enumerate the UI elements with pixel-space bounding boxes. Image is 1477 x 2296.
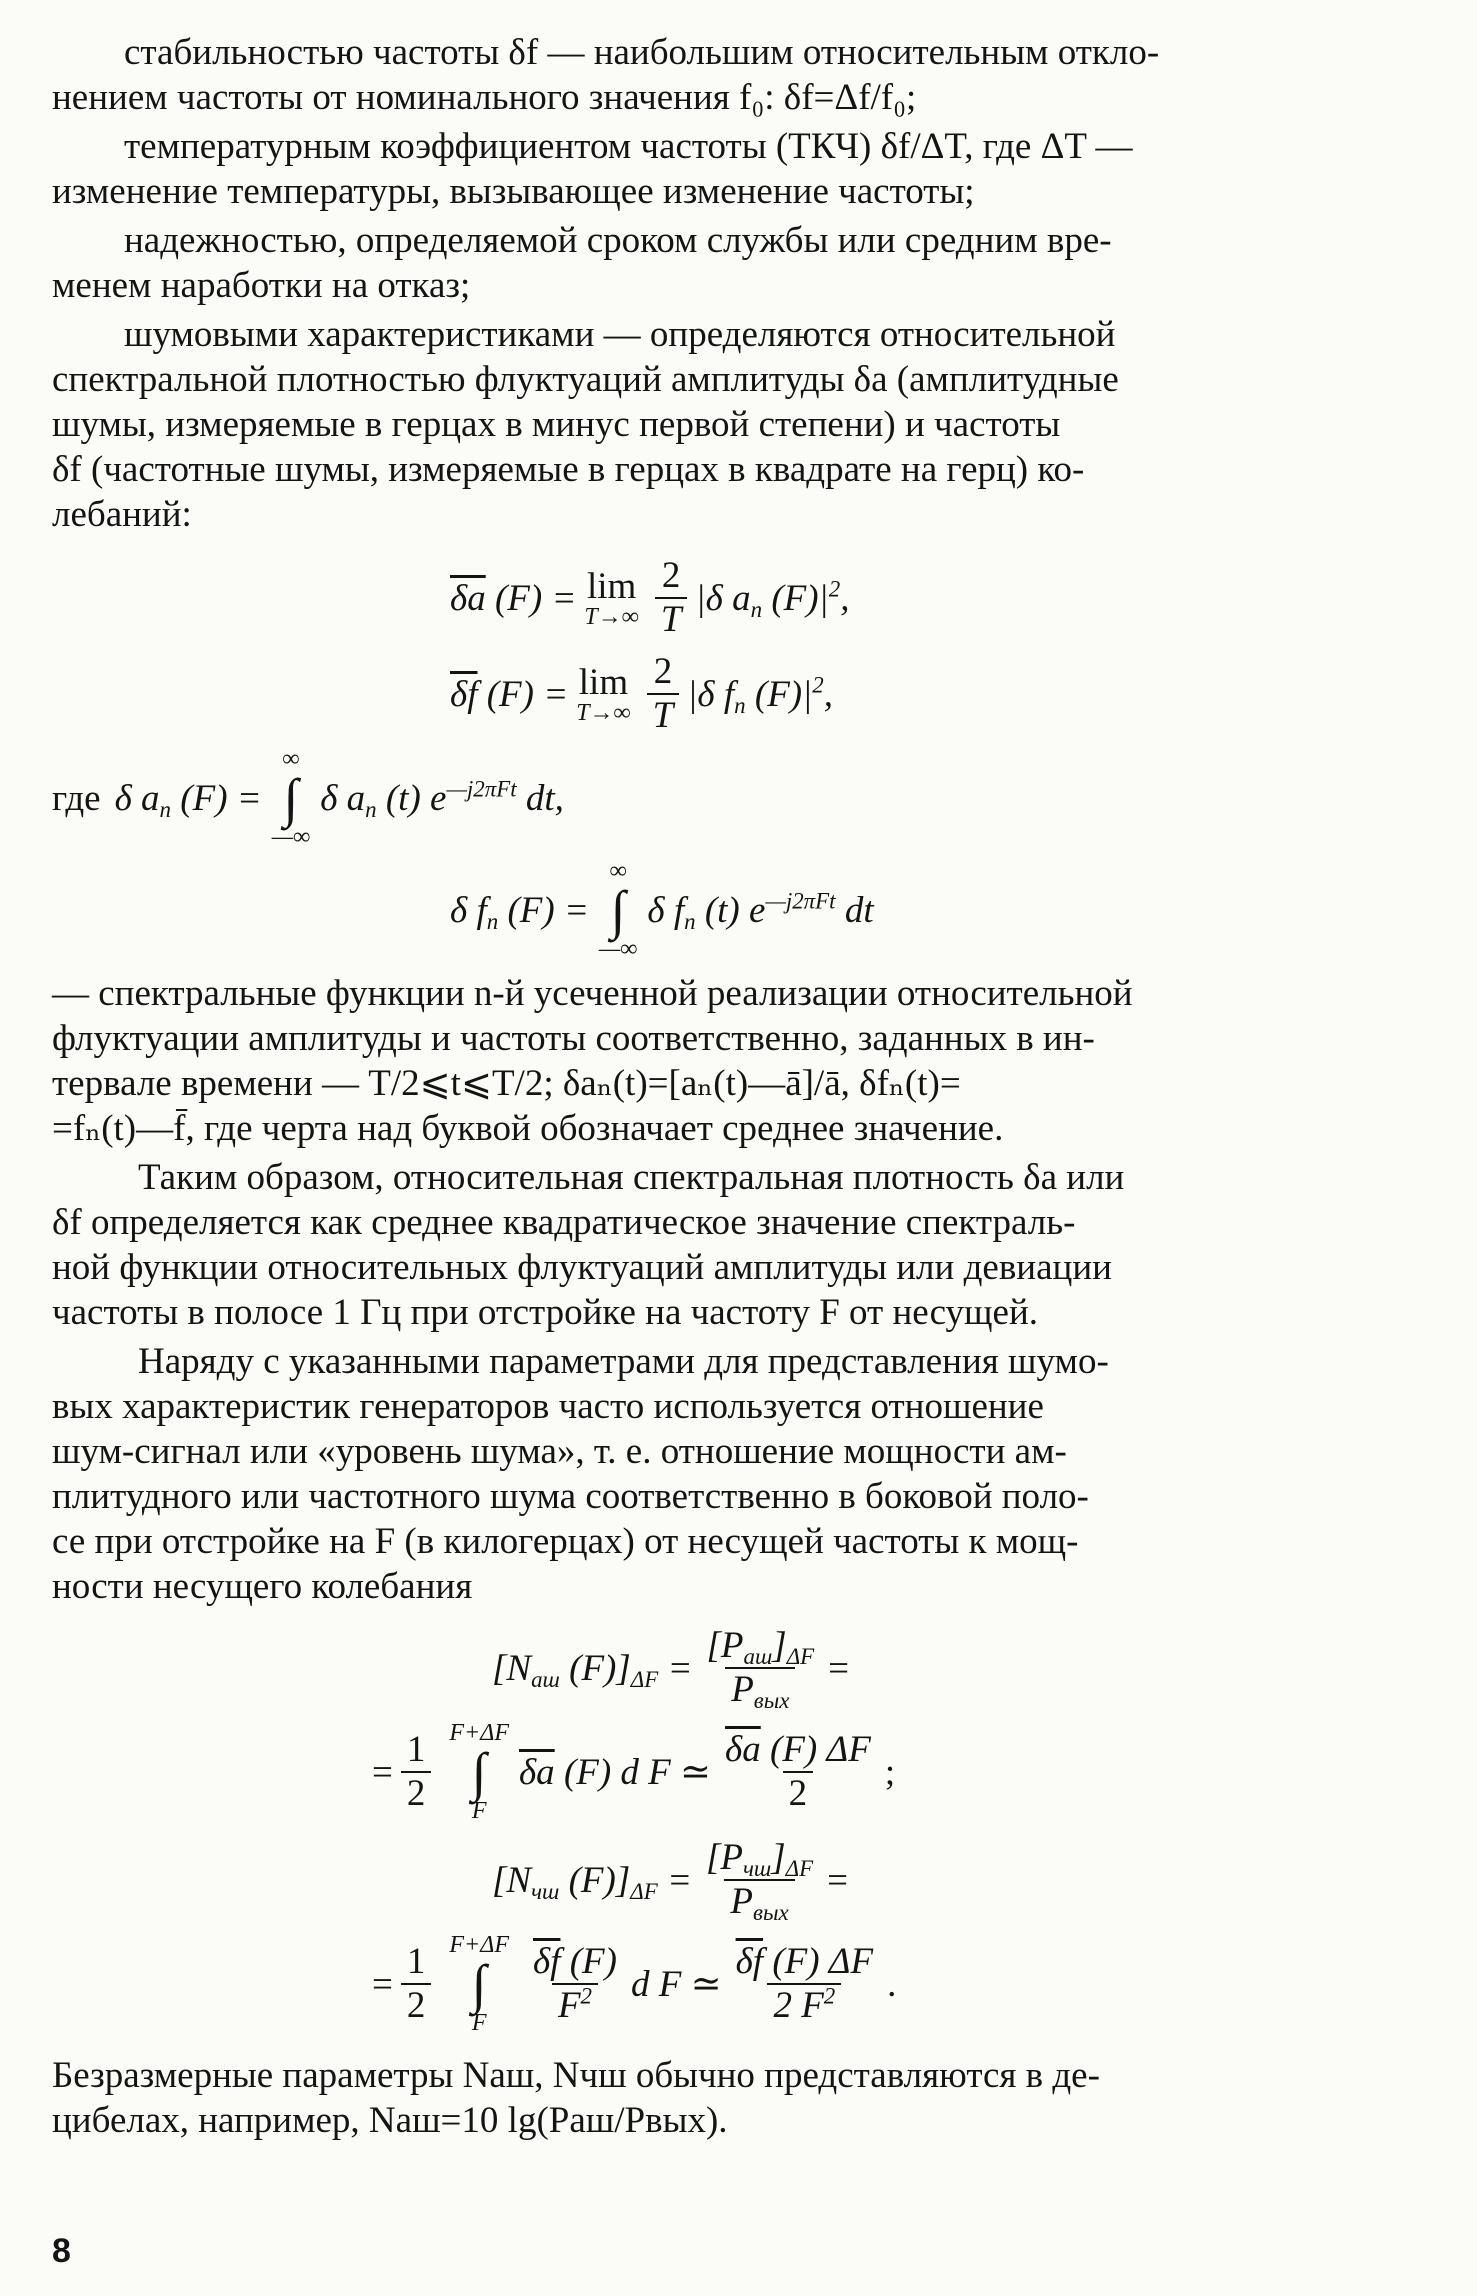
paragraph-thus: Таким образом, относительная спектральная плотность δa или [138,1157,1125,1198]
paragraph-thus-l2: δf определяется как среднее квадратическое значение спектраль- [52,1202,1076,1243]
equation-n-chsh-integral: = $\frac{1}{2}$ F+ΔF ∫ F $\frac{\overline{\delta f} (F)}{F^2}$ d F ≃ $\frac{\overline{\delta f} (F) \Delta F}{2 F^2}$ . [372,1932,897,2036]
paragraph-spectral-functions-l3: тервале времени — T/2⩽t⩽T/2; δaₙ(t)=[aₙ(t)—ā]/ā, δfₙ(t)= [52,1063,961,1104]
paragraph-tkch-cont: изменение температуры, вызывающее изменение частоты; [52,171,975,212]
paragraph-dimensionless-l2: цибелах, например, Nаш=10 lg(Pаш/Pвых). [52,2100,728,2141]
paragraph-noise-level-l4: плитудного или частотного шума соответственно в боковой поло- [52,1476,1089,1517]
paragraph-noise-level: Наряду с указанными параметрами для представления шумо- [138,1341,1109,1382]
paragraph-frequency-stability-cont: нением частоты от номинального значения f₀: δf=Δf/f₀; [52,77,917,118]
page-number: 8 [52,2232,71,2270]
paragraph-spectral-functions-l4: =fₙ(t)—f̄, где черта над буквой обозначает среднее значение. [52,1108,1004,1149]
paragraph-reliability-cont: менем наработки на отказ; [52,265,471,306]
equation-spectral-a: где δ $a_n$ (F) = ∞ ∫ —∞ δ $a_n$ (t) $e^{—j2\pi Ft}$ dt, [52,746,564,850]
where-label: где [52,777,101,819]
paragraph-spectral-functions-l2: флуктуации амплитуды и частоты соответственно, заданных в ин- [52,1018,1095,1059]
paragraph-noise-level-l3: шум-сигнал или «уровень шума», т. е. отношение мощности ам- [52,1431,1067,1472]
paragraph-noise-l4: δf (частотные шумы, измеряемые в герцах в квадрате на герц) ко- [52,449,1085,490]
paragraph-reliability: надежностью, определяемой сроком службы или средним вре- [124,220,1112,261]
paragraph-noise-level-l6: ности несущего колебания [52,1566,473,1607]
paragraph-noise: шумовыми характеристиками — определяются относительной [124,314,1116,355]
equation-n-chsh: [$N_{чш}$ $(F)]_{\Delta F}$ = $\frac{[P_{чш}]_{\Delta F}}{P_{вых}}$ = [492,1837,848,1925]
paragraph-spectral-functions: — спектральные функции n-й усеченной реализации относительной [52,973,1133,1014]
page-text [52,30,1424,2143]
paragraph-tkch: температурным коэффициентом частоты (ТКЧ) δf/ΔT, где ΔT — [124,126,1133,167]
paragraph-noise-l5: лебаний: [52,494,192,535]
equation-n-ash: [$N_{аш}$ $(F)]_{\Delta F}$ = $\frac{[P_{аш}]_{\Delta F}}{P_{вых}}$ = [492,1625,850,1713]
paragraph-noise-level-l2: вых характеристик генераторов часто используется отношение [52,1386,1044,1427]
equation-spectral-f: δ $f_n$ (F) = ∞ ∫ —∞ δ $f_n$ (t) $e^{—j2\pi Ft}$ dt [450,858,874,962]
paragraph-frequency-stability: стабильностью частоты δf — наибольшим относительным откло- [124,32,1160,73]
paragraph-thus-l3: ной функции относительных флуктуаций амплитуды или девиации [52,1247,1112,1288]
equation-delta-f: $\overline{\delta f}$ (F) = lim T→∞ $\frac{2}{T}$ |δ $f_n$ $(F)|^2$, [450,651,834,736]
paragraph-noise-l2: спектральной плотностью флуктуаций амплитуды δa (амплитудные [52,359,1119,400]
paragraph-noise-l3: шумы, измеряемые в герцах в минус первой степени) и частоты [52,404,1061,445]
paragraph-noise-level-l5: се при отстройке на F (в килогерцах) от несущей частоты к мощ- [52,1521,1079,1562]
paragraph-thus-l4: частоты в полосе 1 Гц при отстройке на частоту F от несущей. [52,1292,1038,1333]
paragraph-dimensionless: Безразмерные параметры Nаш, Nчш обычно представляются в де- [52,2055,1100,2096]
equation-n-ash-integral: = $\frac{1}{2}$ F+ΔF ∫ F $\overline{\delta a}$ (F) d F ≃ $\frac{\overline{\delta a} (F) \Delta F}{2}$ ; [372,1720,896,1824]
equation-delta-a: $\overline{\delta a}$ (F) = lim T→∞ $\frac{2}{T}$ |δ $a_n$ $(F)|^2$, [450,555,850,640]
